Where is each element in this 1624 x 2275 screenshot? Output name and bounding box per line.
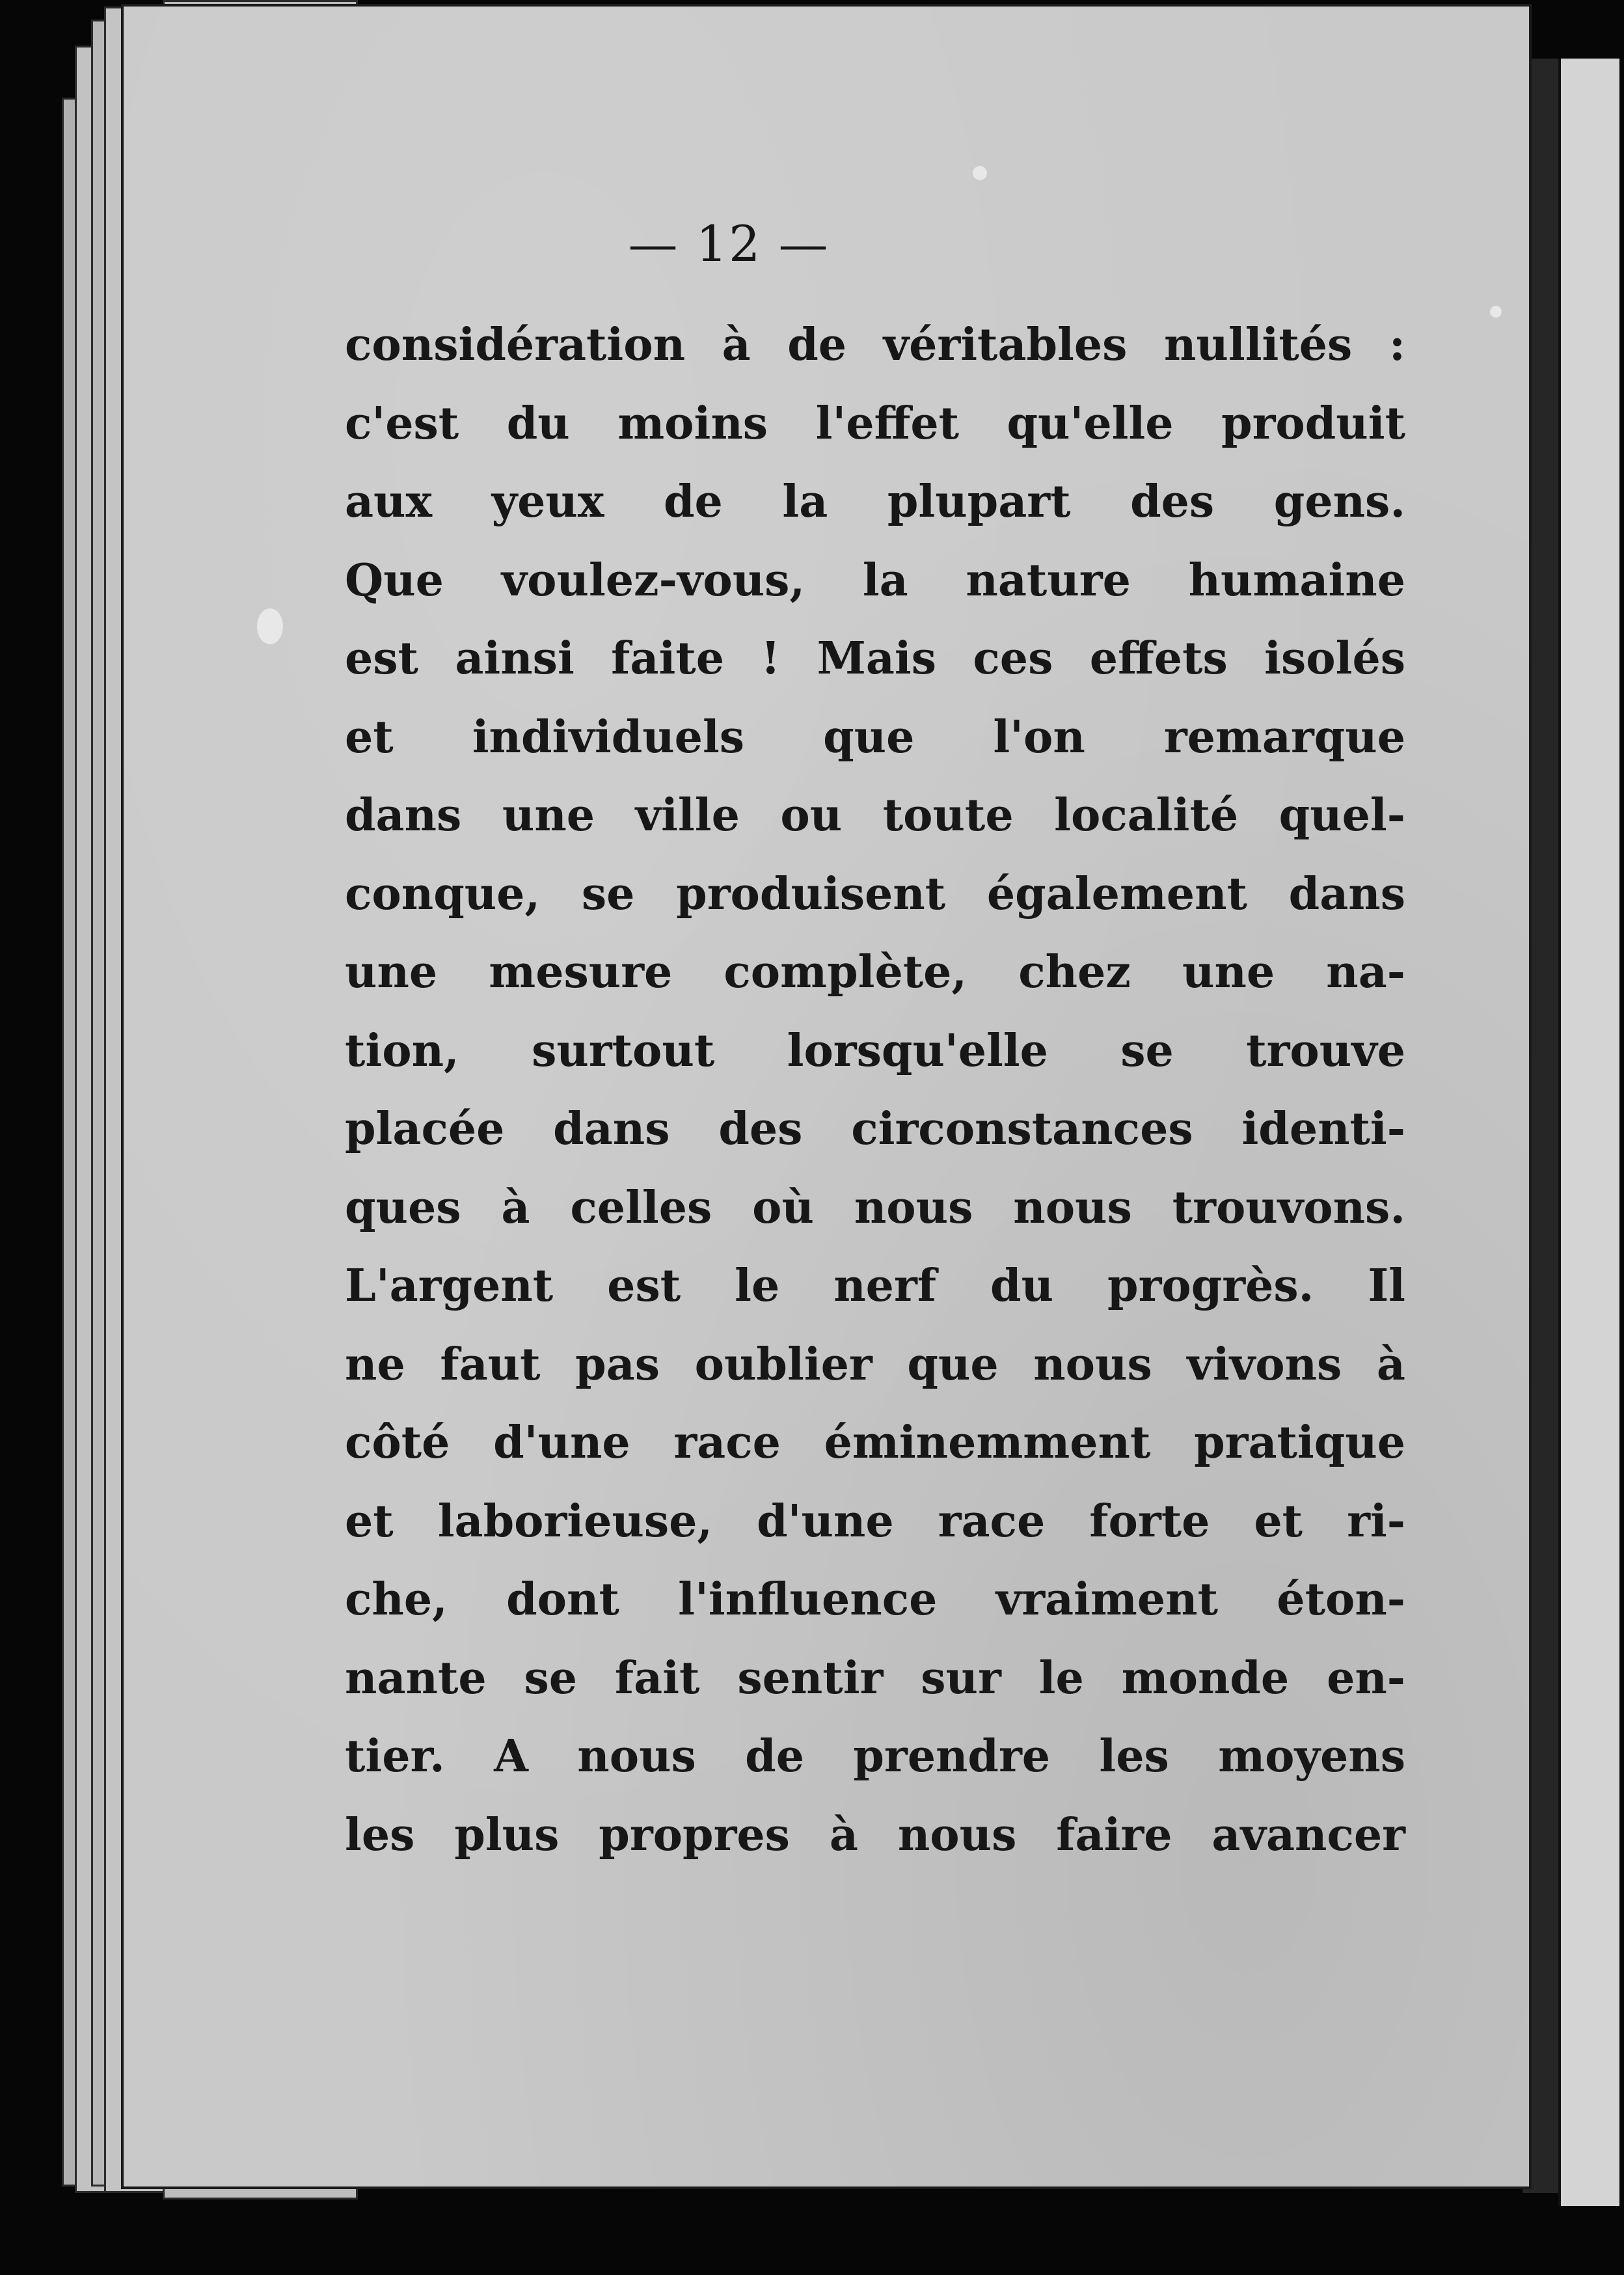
- text-line: et individuels que l'on remarque: [345, 711, 1405, 763]
- text-line: nante se fait sentir sur le monde en-: [345, 1652, 1405, 1704]
- text-line: placée dans des circonstances identi-: [345, 1103, 1405, 1155]
- paper-speck: [257, 608, 283, 644]
- text-line: les plus propres à nous faire avancer: [345, 1808, 1405, 1861]
- text-line: tier. A nous de prendre les moyens: [345, 1730, 1405, 1782]
- text-line: che, dont l'influence vraiment éton-: [345, 1573, 1405, 1626]
- text-line: c'est du moins l'effet qu'elle produit: [345, 397, 1405, 450]
- text-line: tion, surtout lorsqu'elle se trouve: [345, 1024, 1405, 1077]
- text-line: et laborieuse, d'une race forte et ri-: [345, 1495, 1405, 1547]
- text-line: est ainsi faite ! Mais ces effets isolés: [345, 633, 1405, 685]
- body-text: [345, 306, 1405, 1874]
- page-number: — 12 —: [628, 215, 830, 273]
- text-line: Que voulez-vous, la nature humaine: [345, 554, 1405, 606]
- text-line: ques à celles où nous nous trouvons.: [345, 1181, 1405, 1234]
- text-line: aux yeux de la plupart des gens.: [345, 476, 1405, 528]
- text-line: L'argent est le nerf du progrès. Il: [345, 1260, 1405, 1312]
- text-line: dans une ville ou toute localité quel-: [345, 789, 1405, 841]
- text-line: une mesure complète, chez une na-: [345, 946, 1405, 998]
- paper-speck: [973, 166, 987, 180]
- paper-speck: [1490, 306, 1502, 318]
- text-line: conque, se produisent également dans: [345, 867, 1405, 920]
- text-line: côté d'une race éminemment pratique: [345, 1417, 1405, 1469]
- text-line: considération à de véritables nullités :: [345, 319, 1405, 371]
- adjacent-page-edge: [1558, 59, 1619, 2206]
- text-line: ne faut pas oublier que nous vivons à: [345, 1338, 1405, 1391]
